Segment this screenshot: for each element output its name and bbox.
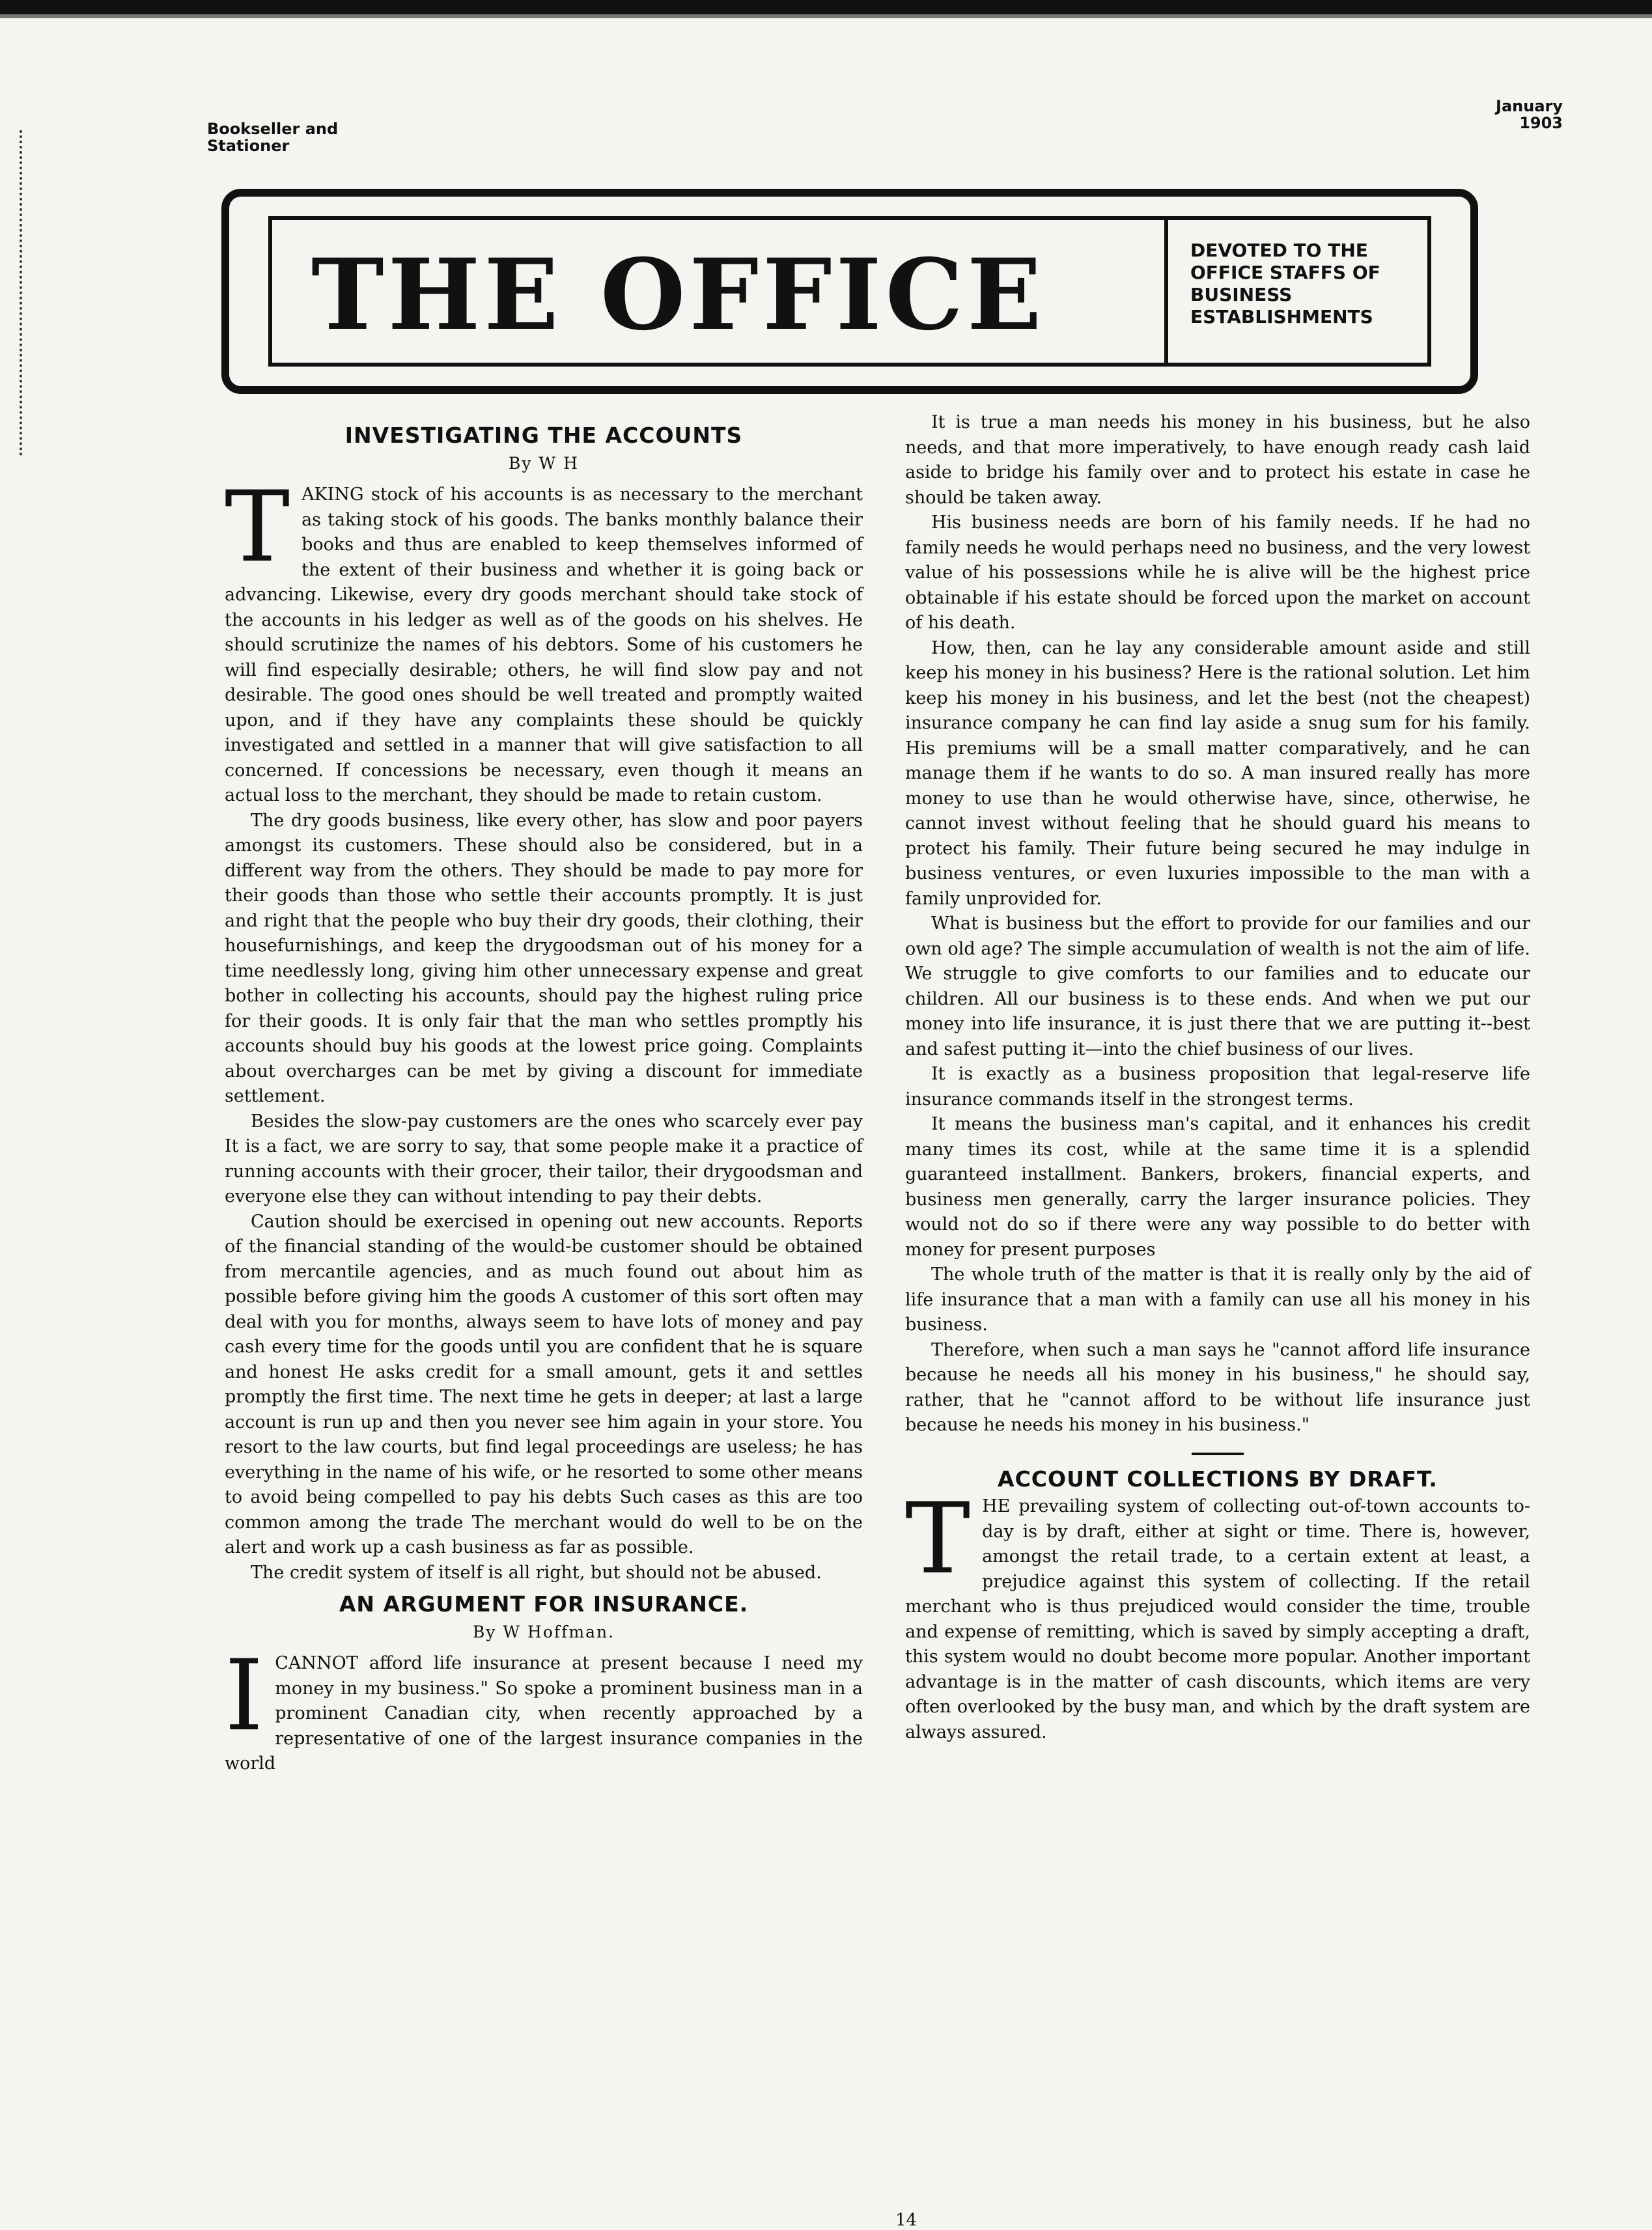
article-1-byline: By W H — [509, 453, 579, 473]
right-column — [905, 410, 1530, 1745]
banner-frame — [268, 216, 1431, 367]
article-2-paragraph: How, then, can he lay any considerable amount aside and still keep his money in his business? Here is the rational solution. Let him keep his money in his business, and let the best (not the cheapest) insurance company he can find lay aside a snug sum for his family. His premiums will be a small matter comparatively, and he can manage them if he wants to do so. A man insured really has more money to use than he would otherwise have, since, otherwise, he cannot invest without feeling that he should guard his means to protect his family. Their future being secured he may indulge in business ventures, or even luxuries impossible to the man with a family unprovided for. — [905, 637, 1530, 909]
article-1-paragraph: The credit system of itself is all right, but should not be abused. — [251, 1562, 822, 1583]
article-2-paragraph: It means the business man's capital, and it enhances his credit many times its cost, while at the same time it is a splendid guaranteed installment. Bankers, brokers, financial experts, and business men generally, carry the larger insurance policies. They would not do so if there were any way possible to do better with money for present purposes — [905, 1114, 1530, 1260]
article-2-p1-text: CANNOT afford life insurance at present because I need my money in my business." So spoke a prominent business man in a prominent Canadian city, when recently approached by a representative of one of the largest insurance companies in the world — [225, 1653, 863, 1774]
article-1-dropcap: T — [225, 471, 290, 584]
article-2-dropcap: I — [225, 1639, 264, 1753]
issue-month: January — [1496, 97, 1563, 115]
article-2-paragraph: It is exactly as a business proposition that legal-reserve life insurance commands itself in the strongest terms. — [905, 1064, 1530, 1109]
article-3-heading: ACCOUNT COLLECTIONS BY DRAFT. — [998, 1466, 1438, 1492]
article-3-dropcap: T — [905, 1483, 971, 1596]
tagline-line-1: DEVOTED TO THE — [1190, 240, 1368, 261]
tagline-line-4: ESTABLISHMENTS — [1190, 306, 1373, 328]
scan-top-edge — [0, 0, 1652, 14]
article-1-paragraph: The dry goods business, like every other, has slow and poor payers amongst its customers. These should also be considered, but in a different way from the others. They should be made to pay more for their goods than those who settle their accounts promptly. It is just and right that the people who buy their dry goods, their clothing, their housefurnishings, and keep the drygoodsman out of his money for a time needlessly long, giving him other unnecessary expense and great bother in collecting his accounts, should pay the highest ruling price for their goods. It is only fair that the man who settles promptly his accounts should buy his goods at the lowest price going. Complaints about overcharges can be met by giving a discount for immediate settlement. — [225, 810, 863, 1106]
left-column — [225, 417, 863, 1777]
page-number: 14 — [895, 2210, 917, 2230]
article-2-paragraph: The whole truth of the matter is that it is really only by the aid of life insurance that a man with a family can use all his money in his business. — [905, 1264, 1530, 1335]
section-banner — [221, 189, 1478, 394]
tagline-line-3: BUSINESS — [1190, 284, 1293, 305]
issue-year: 1903 — [1519, 114, 1563, 132]
banner-tagline — [1190, 240, 1438, 328]
issue-date — [1465, 98, 1563, 132]
publication-line-1: Bookseller and — [207, 120, 339, 138]
article-3-p1-text: HE prevailing system of collecting out-of-town accounts to-day is by draft, either at sight or time. There is, however, amongst the retail trade, to a certain extent at least, a prejudice against this system of collecting. If the retail merchant who is thus prejudiced would consider the time, trouble and expense of remitting, which is saved by simply accepting a draft, this system would no doubt become more popular. Another important advantage is in the matter of cash discounts, which items are very often overlooked by the busy man, and which by the draft system are always assured. — [905, 1496, 1530, 1742]
article-2-heading: AN ARGUMENT FOR INSURANCE. — [339, 1591, 749, 1617]
article-2-paragraph: It is true a man needs his money in his business, but he also needs, and that more imperatively, to have enough ready cash laid aside to bridge his family over and to protect his estate in case he should be taken away. — [905, 412, 1530, 508]
article-3-paragraph — [905, 1483, 1530, 1745]
section-divider — [1192, 1453, 1244, 1455]
banner-title: THE OFFICE — [311, 238, 1046, 352]
banner-divider — [1164, 220, 1168, 363]
tagline-line-2: OFFICE STAFFS OF — [1190, 262, 1380, 283]
article-1-heading: INVESTIGATING THE ACCOUNTS — [344, 423, 743, 448]
article-1-paragraph — [225, 471, 863, 809]
article-1-paragraph: Besides the slow-pay customers are the ones who scarcely ever pay It is a fact, we are sorry to say, that some people make it a practice of running accounts with their grocer, their tailor, their drygoodsman and everyone else they can without intending to pay their debts. — [225, 1111, 863, 1206]
article-2-paragraph: What is business but the effort to provide for our families and our own old age? The simple accumulation of wealth is not the aim of life. We struggle to give comforts to our families and to educate our children. All our business is to these ends. And when we put our money into life insurance, it is just there that we are putting it--best and safest putting it—into the chief business of our lives. — [905, 913, 1530, 1059]
article-2-byline: By W Hoffman. — [472, 1622, 615, 1641]
publication-line-2: Stationer — [207, 137, 290, 155]
scan-top-shadow — [0, 14, 1652, 18]
article-2-paragraph: Therefore, when such a man says he "cannot afford life insurance because he needs all his money in his business," he should say, rather, that he "cannot afford to be without life insurance just because he needs his money in his business." — [905, 1339, 1530, 1435]
binding-holes — [20, 130, 30, 456]
article-2-paragraph: His business needs are born of his family needs. If he had no family needs he would perhaps need no business, and the very lowest value of his possessions while he is alive will be the highest price obtainable if his estate should be forced upon the market on account of his death. — [905, 512, 1530, 633]
article-1-paragraph: Caution should be exercised in opening out new accounts. Reports of the financial standing of the would-be customer should be obtained from mercantile agencies, and as much found out about him as possible before giving him the goods A customer of this sort often may deal with you for months, always seem to have lots of money and pay cash every time for the goods until you are confident that he is square and honest He asks credit for a small amount, gets it and settles promptly the first time. The next time he gets in deeper; at last a large account is run up and then you never see him again in your store. You resort to the law courts, but find legal proceedings are useless; he has everything in the name of his wife, or he resorted to some other means to avoid being compelled to pay his debts Such cases as this are too common among the trade The merchant would do well to be on the alert and work up a cash business as far as possible. — [225, 1211, 863, 1557]
article-1-p1-text: AKING stock of his accounts is as necessary to the merchant as taking stock of his goods. The banks monthly balance their books and thus are enabled to keep themselves informed of the extent of their business and whether it is going back or advancing. Likewise, every dry goods merchant should take stock of the accounts in his ledger as well as of the goods on his shelves. He should scrutinize the names of his debtors. Some of his customers he will find especially desirable; others, he will find slow pay and not desirable. The good ones should be well treated and promptly waited upon, and if they have any complaints these should be quickly investigated and settled in a manner that will give satisfaction to all concerned. If concessions be necessary, even though it means an actual loss to the merchant, they should be made to retain custom. — [225, 484, 863, 805]
article-2-paragraph — [225, 1639, 863, 1777]
publication-name — [207, 120, 338, 154]
